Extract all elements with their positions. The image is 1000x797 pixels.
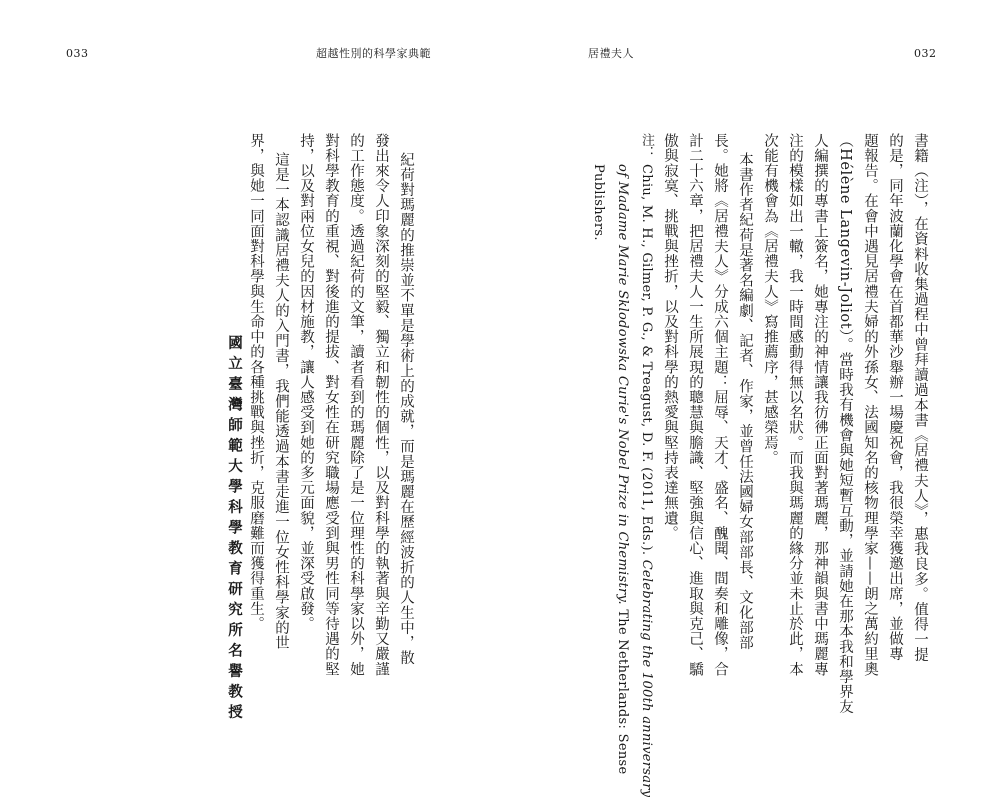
text-column: 的工作態度。透過紀荷的文筆，讀者看到的瑪麗除了是一位理性的科學家以外，她 — [348, 133, 364, 677]
text-column: 這是一本認識居禮夫人的入門書，我們能透過本書走進一位女性科學家的世 — [273, 152, 289, 651]
text-column: 持，以及對兩位女兒的因材施教，讓人感受到她的多元面貌，並深受啟發。 — [298, 133, 314, 632]
text-column: 界，與她一同面對科學與生命中的各種挑戰與挫折，克服磨難而獲得重生。 — [248, 133, 264, 632]
text-column: （Hélène Langevin-Joliot）。當時我有機會與她短暫互動，並請她在那本我和學界友 — [837, 133, 853, 715]
right-running-title: 居禮夫人 — [588, 47, 634, 60]
left-page-number: 033 — [66, 47, 89, 60]
text-column: 計二十六章，把居禮夫人一生所展現的聰慧與膽識、堅強與信心、進取與克己、驕 — [687, 133, 703, 677]
footnote-publisher: The Netherlands: Sense — [615, 609, 630, 775]
text-column: 注的模樣如出一轍，我一時間感動得無以名狀。而我與瑪麗的緣分並未止於此，本 — [787, 133, 803, 677]
text-column: 書籍（注），在資料收集過程中曾拜讀過本書《居禮夫人》，惠我良多。值得一提 — [912, 133, 928, 663]
text-column: 長。她將《居禮夫人》分成六個主題：屈辱、天才、盛名、醜聞、間奏和雕像，合 — [712, 133, 728, 677]
text-column: 本書作者紀荷是著名編劇、記者、作家，並曾任法國婦女部部長、文化部部 — [737, 152, 753, 651]
text-column: 人編撰的專書上簽名，她專注的神情讓我彷彿正面對著瑪麗，那神韻與書中瑪麗專 — [812, 133, 828, 677]
footnote-book-title-cont: of Madame Marie Sklodowska Curie's Nobel Prize in Chemistry. — [615, 164, 630, 605]
text-column: 的是，同年波蘭化學會在首都華沙舉辦一場慶祝會，我很榮幸獲邀出席，並做專 — [887, 133, 903, 662]
text-column: 對科學教育的重視、對後進的提拔、對女性在研究職場應受到與男性同等待遇的堅 — [323, 133, 339, 677]
text-column: 次能有機會為《居禮夫人》寫推薦序，甚感榮焉。 — [762, 133, 778, 466]
left-running-title: 超越性別的科學家典範 — [316, 47, 431, 60]
footnote-line-3: Publishers. — [591, 164, 606, 241]
text-column: 發出來令人印象深刻的堅毅、獨立和韌性的個性，以及對科學的執著與辛勤又嚴謹 — [373, 133, 389, 677]
footnote-book-title: Celebrating the 100th anniversary — [639, 559, 654, 797]
footnote-line-1 — [638, 133, 654, 797]
text-column: 傲與寂寞、挑戰與挫折，以及對科學的熱愛與堅持表達無遺。 — [662, 133, 678, 541]
text-column: 題報告。在會中遇見居禮夫婦的外孫女、法國知名的核物理學家——朗之萬約里奧 — [862, 133, 878, 677]
author-affiliation: 國立臺灣師範大學科學教育研究所名譽教授 — [226, 335, 243, 725]
text-column: 紀荷對瑪麗的推崇並不單是學術上的成就，而是瑪麗在歷經波折的人生中，散 — [398, 152, 414, 666]
right-page-number: 032 — [914, 47, 937, 60]
footnote-citation: Chiu, M. H., Gilmer, P. G., & Treagust, D. F. (2011, Eds.). — [639, 164, 654, 556]
footnote-line-2 — [614, 164, 630, 774]
footnote-marker: 注： — [639, 133, 654, 160]
